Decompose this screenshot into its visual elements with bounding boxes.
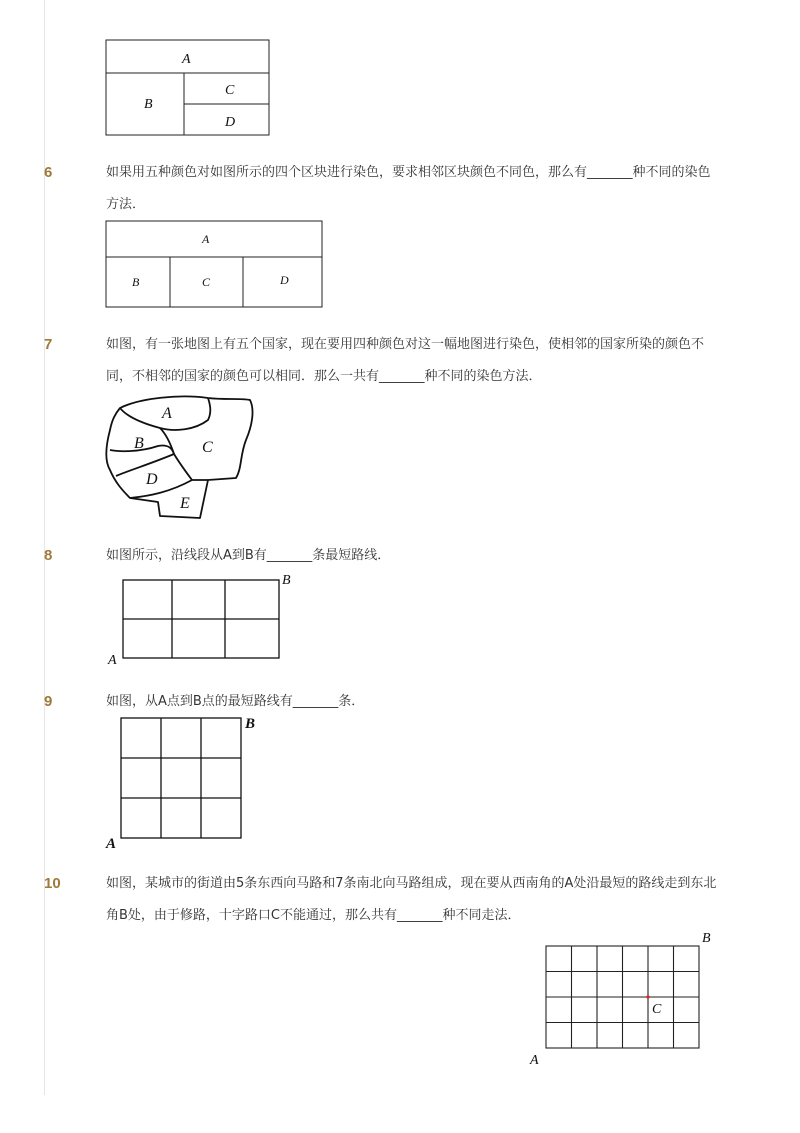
label-C: C: [652, 1002, 662, 1017]
label-D: D: [225, 115, 236, 130]
label-B: B: [134, 435, 144, 452]
label-D: D: [280, 273, 289, 287]
label-C: C: [202, 275, 211, 289]
label-A: A: [106, 836, 117, 852]
question-number-9: 9: [44, 693, 53, 710]
label-B: B: [282, 573, 291, 588]
question-text-7: 如图，有一张地图上有五个国家，现在要用四种颜色对这一幅地图进行染色，使相邻的国家所染的颜色不同，不相邻的国家的颜色可以相同．那么一共有_______种不同的染色方法．: [106, 337, 705, 384]
question-text-10: 如图，某城市的街道由5条东西向马路和7条南北向马路组成，现在要从西南角的A处沿最短的路线走到东北角B处，由于修路，十字路口C不能通过，那么共有_______种不同走法．: [106, 876, 717, 923]
question-text-8: 如图所示，沿线段从A到B有_______条最短路线．: [106, 548, 391, 563]
question-number-8: 8: [44, 547, 53, 564]
question-text-6: 如果用五种颜色对如图所示的四个区块进行染色，要求相邻区块颜色不同色，那么有_______种不同的染色方法．: [106, 165, 711, 212]
blocked-intersection-marker: [646, 995, 649, 998]
label-B: B: [144, 97, 153, 112]
figure-q7-map: [100, 390, 260, 522]
question-number-10: 10: [44, 875, 61, 892]
label-A: A: [182, 52, 191, 67]
label-C: C: [225, 83, 235, 98]
figure-q8-grid: [104, 570, 300, 668]
label-B: B: [132, 275, 140, 289]
label-A: A: [202, 232, 210, 246]
question-number-7: 7: [44, 336, 53, 353]
label-A: A: [162, 405, 172, 422]
figure-q6-regions: [104, 219, 326, 311]
label-A: A: [530, 1053, 539, 1068]
label-E: E: [180, 495, 190, 512]
question-text-9: 如图，从A点到B点的最短路线有_______条．: [106, 694, 365, 709]
label-C: C: [202, 439, 213, 456]
figure-q5-regions: [104, 38, 274, 138]
label-B: B: [245, 716, 256, 732]
figure-q9-grid: [104, 712, 264, 852]
label-D: D: [146, 471, 158, 488]
question-number-6: 6: [44, 164, 53, 181]
label-B: B: [702, 931, 711, 946]
label-A: A: [108, 653, 117, 668]
figure-q10-street-grid: [528, 928, 718, 1068]
